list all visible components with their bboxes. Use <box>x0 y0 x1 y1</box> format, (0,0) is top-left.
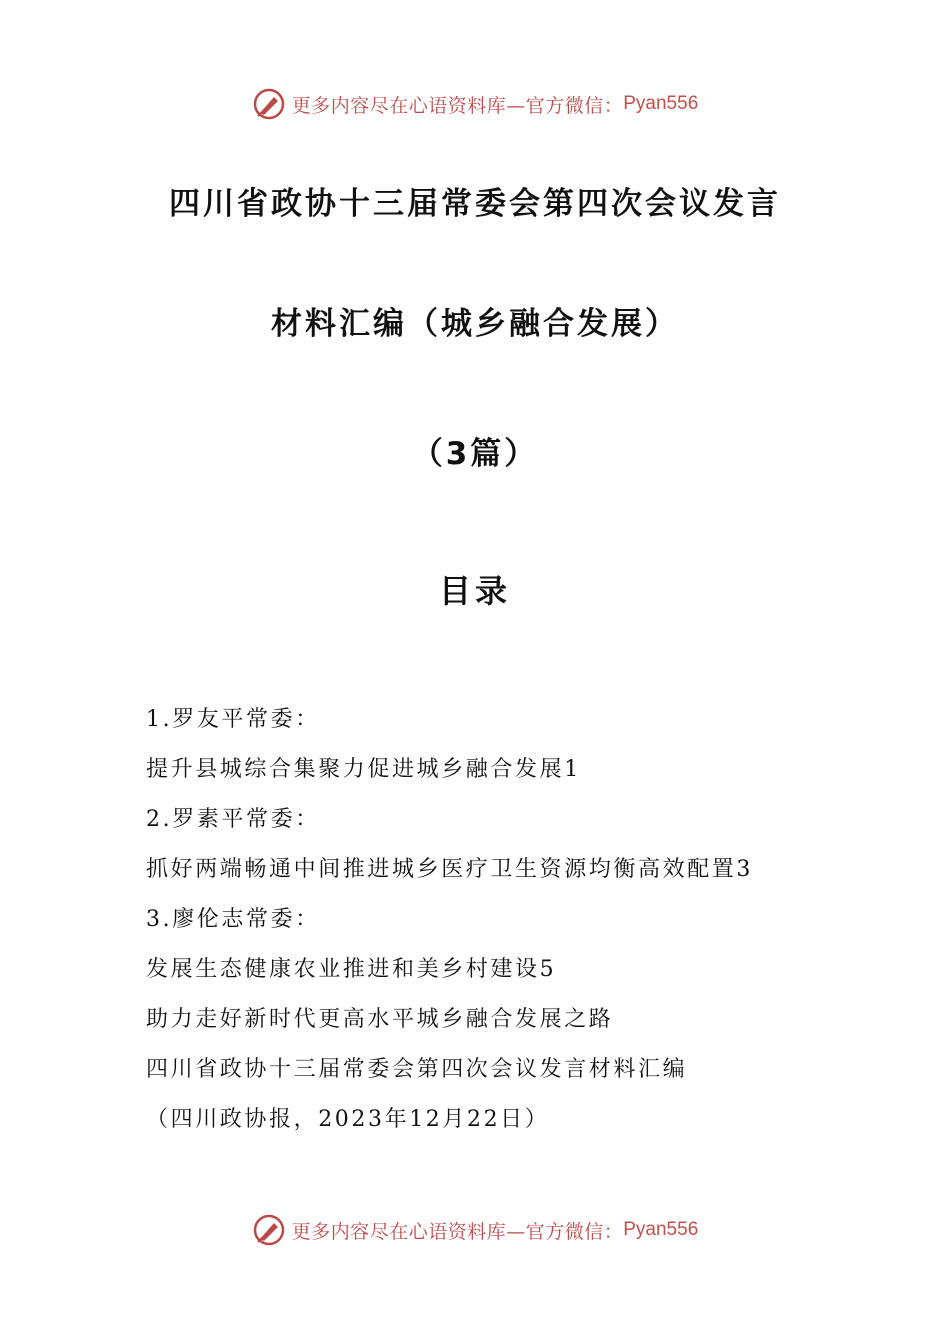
banner-text: 更多内容尽在心语资料库—官方微信： <box>291 1220 624 1243</box>
toc-item: 提升县城综合集聚力促进城乡融合发展1 <box>146 757 581 782</box>
toc-item: 助力走好新时代更高水平城乡融合发展之路 <box>146 1007 614 1032</box>
toc-heading: 目录 <box>438 572 511 610</box>
header-watermark-banner <box>0 84 950 124</box>
table-of-contents <box>146 700 846 1150</box>
document-title-line-1: 四川省政协十三届常委会第四次会议发言 <box>169 186 781 222</box>
footer-watermark-banner <box>0 1210 950 1250</box>
banner-wechat-id: Pyan556 <box>623 1219 699 1240</box>
banner-wechat-id: Pyan556 <box>623 93 699 114</box>
toc-item: 3.廖伦志常委： <box>146 907 320 932</box>
pen-logo-icon <box>252 1213 286 1247</box>
toc-item: （四川政协报，2023年12月22日） <box>146 1107 550 1132</box>
toc-item: 四川省政协十三届常委会第四次会议发言材料汇编 <box>146 1057 688 1082</box>
document-title-line-2: 材料汇编（城乡融合发展） <box>271 306 679 342</box>
toc-item: 1.罗友平常委： <box>146 707 320 732</box>
toc-item: 2.罗素平常委： <box>146 807 320 832</box>
pen-logo-icon <box>252 87 286 121</box>
toc-item: 抓好两端畅通中间推进城乡医疗卫生资源均衡高效配置3 <box>146 857 753 882</box>
banner-text: 更多内容尽在心语资料库—官方微信： <box>291 94 624 117</box>
document-title-count: （3篇） <box>411 436 539 472</box>
toc-item: 发展生态健康农业推进和美乡村建设5 <box>146 957 557 982</box>
